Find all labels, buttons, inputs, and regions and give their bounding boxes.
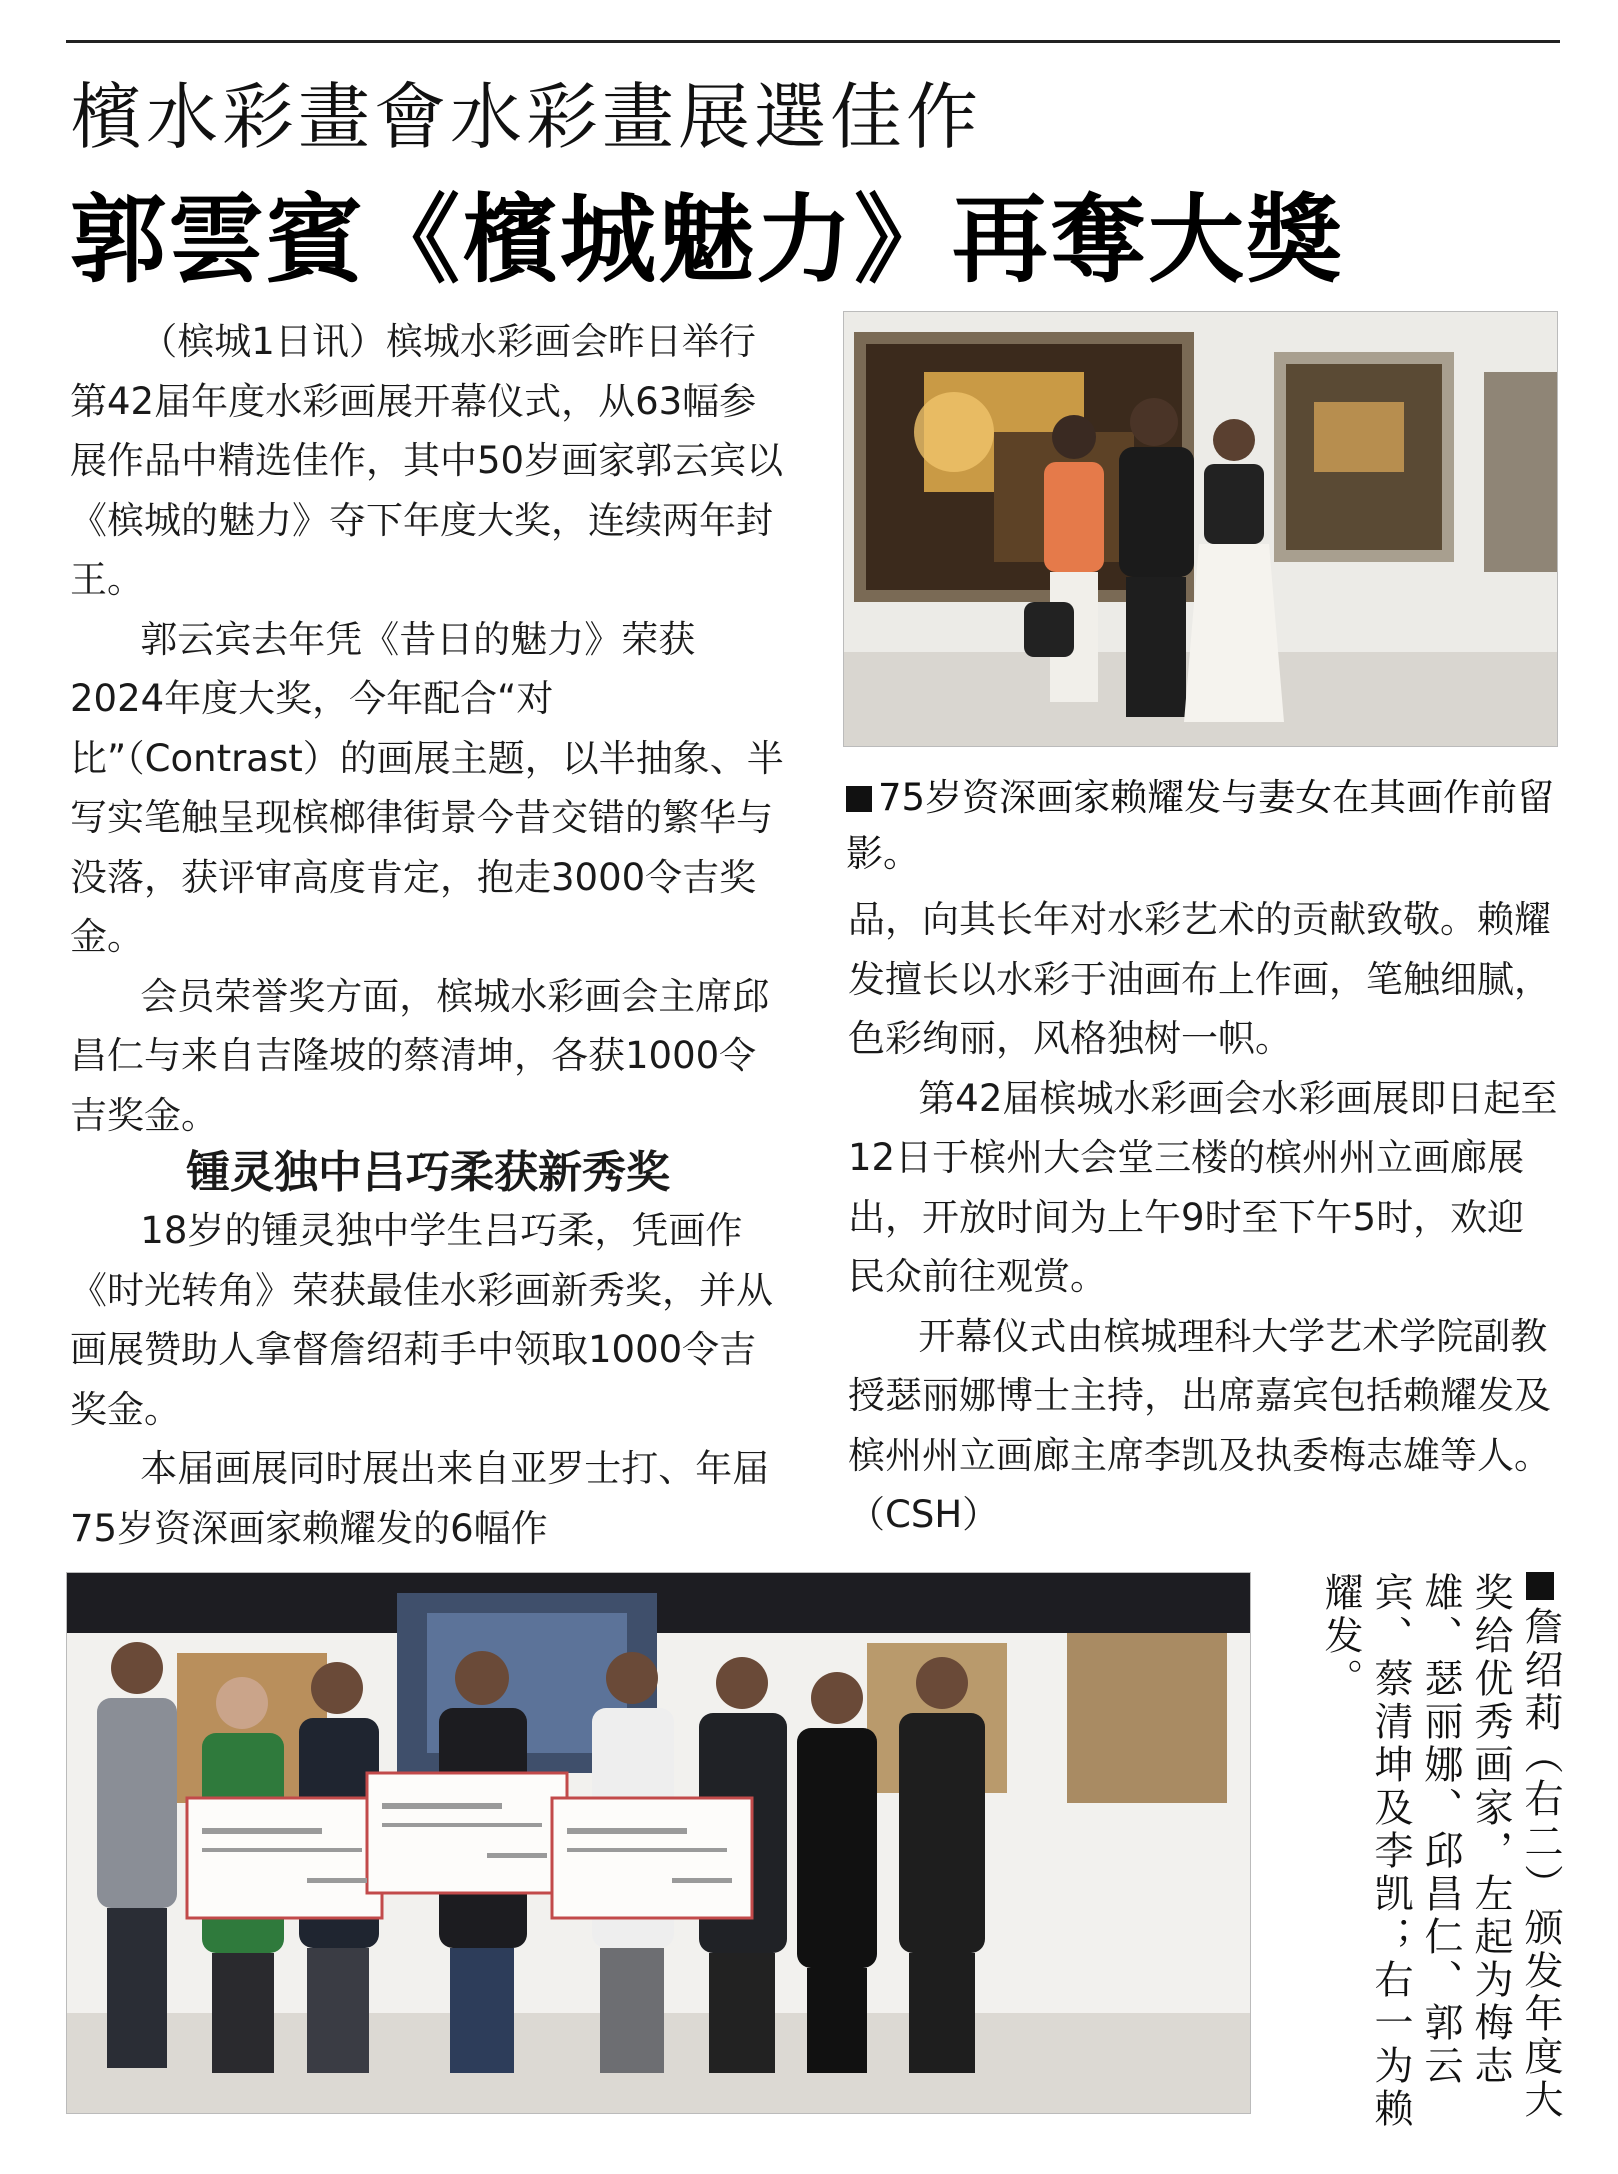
award-ceremony-photo bbox=[66, 1572, 1251, 2114]
article-headline: 郭雲賓《檳城魅力》再奪大獎 bbox=[70, 184, 1344, 296]
paragraph: （槟城1日讯）槟城水彩画会昨日举行第42届年度水彩画展开幕仪式，从63幅参展作品中精选佳作，其中50岁画家郭云宾以《槟城的魅力》夺下年度大奖，连续两年封王。 bbox=[70, 320, 784, 601]
caption-marker bbox=[846, 786, 872, 812]
gallery-photo-painter-family bbox=[843, 311, 1558, 747]
paragraph: 开幕仪式由槟城理科大学艺术学院副教授瑟丽娜博士主持，出席嘉宾包括赖耀发及槟州州立画廊主席李凯及执委梅志雄等人。（CSH） bbox=[848, 1314, 1551, 1536]
top-rule bbox=[66, 40, 1560, 43]
paragraph: 会员荣誉奖方面，槟城水彩画会主席邱昌仁与来自吉隆坡的蔡清坤，各获1000令吉奖金。 bbox=[70, 974, 770, 1137]
gallery-photo-illustration bbox=[844, 312, 1557, 746]
article-kicker: 檳水彩畫會水彩畫展選佳作 bbox=[70, 75, 983, 159]
paragraph: 本届画展同时展出来自亚罗士打、年届75岁资深画家赖耀发的6幅作 bbox=[70, 1447, 770, 1550]
paragraph: 18岁的锺灵独中学生吕巧柔，凭画作《时光转角》荣获最佳水彩画新秀奖，并从画展赞助人拿督詹绍莉手中领取1000令吉奖金。 bbox=[70, 1209, 773, 1431]
paragraph: 郭云宾去年凭《昔日的魅力》荣获2024年度大奖，今年配合“对比”（Contrast）的画展主题，以半抽象、半写实笔触呈现槟榔律街景今昔交错的繁华与没落，获评审高度肯定，抱走3000令吉奖金。 bbox=[70, 617, 784, 958]
paragraph: 品，向其长年对水彩艺术的贡献致敬。赖耀发擅长以水彩于油画布上作画，笔触细腻，色彩绚丽，风格独树一帜。 bbox=[848, 898, 1551, 1060]
caption-text: 詹绍莉（右二）颁发年度大奖给优秀画家，左起为梅志雄、瑟丽娜、邱昌仁、郭云宾、蔡清坤及李凯；右一为赖耀发。 bbox=[1318, 1572, 1563, 2131]
section-subhead: 锺灵独中吕巧柔获新秀奖 bbox=[186, 1147, 670, 1198]
paragraph: 第42届槟城水彩画会水彩画展即日起至12日于槟州大会堂三楼的槟州州立画廊展出，开放时间为上午9时至下午5时，欢迎民众前往观赏。 bbox=[848, 1076, 1558, 1298]
left-column bbox=[70, 312, 786, 1558]
photo-caption-top bbox=[846, 770, 1558, 882]
award-photo-illustration bbox=[67, 1573, 1250, 2113]
right-column bbox=[848, 890, 1560, 1545]
caption-text: 75岁资深画家赖耀发与妻女在其画作前留影。 bbox=[846, 776, 1555, 875]
photo-caption-bottom-vertical bbox=[1265, 1572, 1565, 2132]
caption-marker bbox=[1526, 1572, 1554, 1600]
